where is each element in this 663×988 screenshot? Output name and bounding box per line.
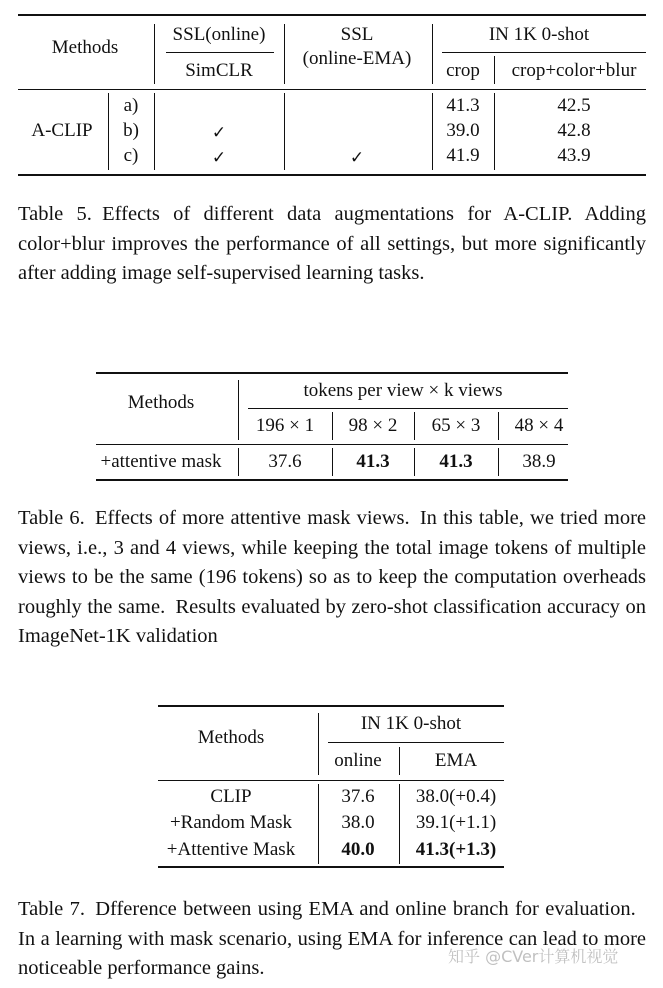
- table5-body-divider-4: [432, 93, 433, 170]
- table5-caption: [18, 200, 646, 289]
- table6-col-header: 98 × 2: [348, 415, 398, 436]
- table5-body-divider-2: [154, 93, 155, 170]
- table6-body-divider: [498, 448, 499, 476]
- table6-row-value: 37.6: [268, 451, 302, 472]
- table7-header-online: online: [334, 750, 382, 771]
- table7-top-rule: [158, 705, 504, 707]
- table5-row-crop: 41.9: [446, 145, 480, 166]
- table5-bottom-rule: [18, 174, 646, 176]
- table5-header-ssl-ema-1: SSL: [340, 24, 374, 45]
- watermark: 知乎 @CVer计算机视觉: [448, 947, 619, 966]
- table6-col-header: 196 × 1: [255, 415, 315, 436]
- table6-col-divider: [414, 412, 415, 440]
- table7-in1k-rule: [328, 742, 504, 743]
- table6-row-value-best: 41.3: [439, 451, 473, 472]
- table7-row-online: 38.0: [341, 812, 375, 833]
- table6-body-divider: [332, 448, 333, 476]
- table6-caption: [18, 504, 646, 652]
- table5-top-rule: [18, 14, 646, 16]
- table5-header-divider-3: [432, 24, 433, 84]
- table5-header-methods: Methods: [51, 37, 119, 58]
- table5-body-divider-1: [108, 93, 109, 170]
- table6-row-label: +attentive mask: [100, 451, 222, 472]
- table7-row-label: CLIP: [210, 786, 252, 807]
- table7-row-ema: 38.0(+0.4): [415, 786, 497, 807]
- table6-header-tokens: tokens per view × k views: [303, 380, 503, 401]
- table7-bottom-rule: [158, 866, 504, 868]
- table5-header-divider-2: [284, 24, 285, 84]
- table6-caption-text: Table 6. Effects of more attentive mask views. In this table, we tried more views, i.e., 3 and 4 views, while keeping the total image tokens of multiple views to be the same (196 tokens) so as to keep the computation overheads roughly the same. Results evaluated by zero-shot classification accuracy on ImageNet-1K validation: [18, 507, 646, 647]
- table5-mid-rule: [18, 89, 646, 90]
- table7-row-online: 37.6: [341, 786, 375, 807]
- table7-row-label: +Attentive Mask: [166, 839, 296, 860]
- table5-header-crop-color-blur: crop+color+blur: [511, 60, 637, 81]
- table6-tokens-rule: [248, 408, 568, 409]
- table6-col-header: 65 × 3: [431, 415, 481, 436]
- table5-header-crop: crop: [446, 60, 480, 81]
- table6-col-header: 48 × 4: [514, 415, 564, 436]
- table6-bottom-rule: [96, 479, 568, 481]
- table7-row-ema: 39.1(+1.1): [415, 812, 497, 833]
- table5-body-divider-3: [284, 93, 285, 170]
- table7-row-online-best: 40.0: [341, 839, 375, 860]
- table6-col-divider: [498, 412, 499, 440]
- table6-body-divider: [414, 448, 415, 476]
- table7-caption-text: Table 7. Dfference between using EMA and online branch for evaluation. In a learning with mask scenario, using EMA for inference can lead to more noticeable performance gains.: [18, 898, 646, 979]
- table5-ssl-online-rule: [166, 52, 274, 53]
- table7-row-label: +Random Mask: [169, 812, 293, 833]
- table5-header-divider-4: [494, 56, 495, 84]
- table5-row-ema: ✓: [349, 148, 365, 168]
- table6-row-value: 38.9: [522, 451, 556, 472]
- table5-group-label: A-CLIP: [31, 120, 93, 141]
- table7-row-ema-best: 41.3(+1.3): [415, 839, 497, 860]
- table5-in1k-rule: [442, 52, 646, 53]
- table5-header-ssl-online: SSL(online): [172, 24, 266, 45]
- table5-header-in1k: IN 1K 0-shot: [488, 24, 590, 45]
- table7-mid-rule: [158, 780, 504, 781]
- table5-row-ccb: 42.8: [557, 120, 591, 141]
- table6-body-divider: [238, 448, 239, 476]
- table7-header-ema: EMA: [434, 750, 478, 771]
- table7-body-divider: [318, 784, 319, 864]
- table5-row-ccb: 43.9: [557, 145, 591, 166]
- table7-header-methods: Methods: [197, 727, 265, 748]
- table7-body-divider: [399, 784, 400, 864]
- table5-row-crop: 41.3: [446, 95, 480, 116]
- table5-row-simclr: ✓: [211, 123, 227, 143]
- table5-row-ccb: 42.5: [557, 95, 591, 116]
- table5-header-ssl-ema-2: (online-EMA): [302, 48, 412, 69]
- table6-row-value-best: 41.3: [356, 451, 390, 472]
- table5-row-id: a): [123, 95, 139, 116]
- table5-caption-text: Table 5. Effects of different data augmentations for A-CLIP. Adding color+blur improves the performance of all settings, but more significantly after adding image self-supervised learning tasks.: [18, 203, 646, 284]
- table5-row-simclr: ✓: [211, 148, 227, 168]
- table5-row-id: b): [123, 120, 139, 141]
- table7-header-divider-2: [399, 747, 400, 775]
- table6-header-methods: Methods: [127, 392, 195, 413]
- table6-header-divider: [238, 380, 239, 440]
- table7-header-divider: [318, 713, 319, 775]
- table7-caption: [18, 895, 646, 984]
- table6-mid-rule: [96, 444, 568, 445]
- table5-row-id: c): [123, 145, 139, 166]
- table5-body-divider-5: [494, 93, 495, 170]
- table5-header-simclr: SimCLR: [185, 60, 253, 81]
- table5-header-divider: [154, 24, 155, 84]
- table5-row-crop: 39.0: [446, 120, 480, 141]
- table6-col-divider: [332, 412, 333, 440]
- table7-header-in1k: IN 1K 0-shot: [360, 713, 462, 734]
- table6-top-rule: [96, 372, 568, 374]
